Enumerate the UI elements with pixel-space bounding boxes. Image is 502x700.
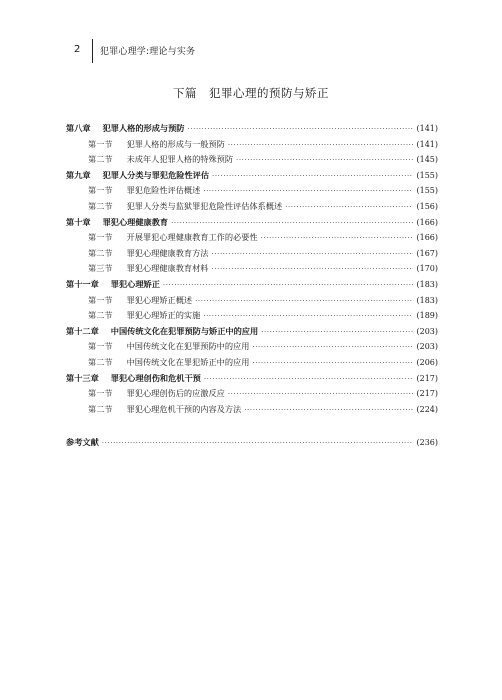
dot-leader	[204, 372, 414, 388]
dot-leader	[244, 403, 413, 419]
toc-section[interactable]	[66, 183, 438, 199]
dot-leader	[212, 169, 413, 185]
toc-page: (217)	[416, 389, 438, 399]
toc-page: (166)	[416, 233, 438, 243]
dot-leader	[236, 153, 413, 169]
toc-number: 第二节	[88, 247, 113, 258]
toc-title: 犯罪人格的形成与预防	[102, 123, 185, 133]
toc-section[interactable]	[66, 293, 438, 309]
toc-page: (141)	[416, 124, 438, 133]
toc-number: 第二节	[88, 200, 113, 211]
toc-number: 第二节	[88, 154, 113, 165]
toc-section[interactable]	[66, 230, 438, 246]
running-header	[56, 28, 436, 60]
toc-section[interactable]	[66, 137, 438, 153]
toc-section[interactable]	[66, 246, 438, 262]
dot-leader	[252, 356, 413, 372]
toc-number: 第一节	[88, 232, 113, 243]
toc-number: 第十章	[66, 216, 91, 227]
toc-number: 第十三章	[66, 372, 99, 383]
dot-leader	[285, 200, 413, 216]
toc-page: (203)	[416, 342, 438, 352]
dot-leader	[261, 231, 414, 247]
toc-page: (156)	[416, 201, 438, 211]
dot-leader	[171, 216, 413, 232]
toc-chapter-11[interactable]	[66, 277, 438, 293]
dot-leader	[211, 247, 413, 263]
toc-chapter-13[interactable]	[66, 371, 438, 387]
toc-title: 罪犯心理矫正概述	[126, 294, 193, 305]
dot-leader	[102, 436, 414, 452]
toc-title: 罪犯心理健康教育方法	[126, 247, 209, 258]
toc-number: 第一节	[88, 138, 113, 149]
toc-chapter-8[interactable]	[66, 121, 438, 137]
toc-section[interactable]	[66, 402, 438, 418]
toc-number: 第十一章	[66, 278, 99, 289]
toc-section[interactable]	[66, 261, 438, 277]
toc-page: (189)	[416, 311, 438, 321]
toc-section[interactable]	[66, 308, 438, 324]
toc-title: 罪犯心理健康教育	[102, 216, 169, 227]
toc-section[interactable]	[66, 152, 438, 168]
toc-number: 第一节	[88, 185, 113, 196]
dot-leader	[163, 278, 414, 294]
toc-title: 中国传统文化在犯罪预防中的应用	[126, 341, 250, 352]
toc-number: 第二节	[88, 310, 113, 321]
toc-page: (203)	[416, 326, 438, 336]
toc-title: 犯罪人格的形成与一般预防	[126, 138, 225, 149]
toc-title: 犯罪人分类与监狱罪犯危险性评估体系概述	[126, 200, 283, 211]
toc-page: (155)	[416, 170, 438, 180]
running-head-title: 犯罪心理学:理论与实务	[100, 47, 196, 57]
toc-number: 第二节	[88, 356, 113, 367]
toc-page: (155)	[416, 186, 438, 196]
dot-leader	[195, 294, 413, 310]
toc-title: 中国传统文化在罪犯矫正中的应用	[126, 356, 250, 367]
toc-title: 罪犯心理矫正的实施	[126, 310, 201, 321]
toc-section[interactable]	[66, 386, 438, 402]
toc-title: 罪犯心理矫正	[110, 278, 160, 289]
part-title: 下篇 犯罪心理的预防与矫正	[173, 86, 329, 100]
toc-title: 中国传统文化在犯罪预防与矫正中的应用	[110, 325, 259, 336]
toc-page: (183)	[416, 295, 438, 305]
toc-section[interactable]	[66, 199, 438, 215]
toc-page: (170)	[416, 264, 438, 274]
toc-chapter-10[interactable]	[66, 215, 438, 231]
toc-number: 第十二章	[66, 325, 99, 336]
dot-leader	[228, 387, 414, 403]
dot-leader	[203, 309, 413, 325]
toc-section[interactable]	[66, 355, 438, 371]
toc-page: (224)	[416, 404, 438, 414]
toc-page: (167)	[416, 248, 438, 258]
toc-references[interactable]	[66, 435, 438, 451]
toc-section[interactable]	[66, 339, 438, 355]
dot-leader	[187, 122, 413, 138]
toc-page: (141)	[416, 139, 438, 149]
toc-number: 第九章	[66, 169, 91, 180]
dot-leader	[203, 184, 413, 200]
toc-title: 罪犯心理健康教育材料	[126, 263, 209, 274]
toc-number: 第二节	[88, 403, 113, 414]
toc-number: 第一节	[88, 294, 113, 305]
dot-leader	[252, 340, 413, 356]
toc-title: 罪犯心理创伤和危机干预	[110, 372, 201, 383]
toc-chapter-12[interactable]	[66, 324, 438, 340]
toc-number: 第八章	[66, 123, 91, 133]
toc-page: (217)	[416, 373, 438, 383]
toc-chapter-9[interactable]	[66, 168, 438, 184]
header-divider	[92, 39, 93, 63]
toc-page: (166)	[416, 217, 438, 227]
toc-page: (206)	[416, 357, 438, 367]
toc-title: 罪犯危险性评估概述	[126, 185, 201, 196]
toc-number: 第一节	[88, 341, 113, 352]
toc-title: 犯罪人分类与罪犯危险性评估	[102, 169, 210, 180]
toc-title: 罪犯心理创伤后的应激反应	[126, 388, 225, 399]
toc-title: 开展罪犯心理健康教育工作的必要性	[126, 232, 258, 243]
dot-leader	[228, 138, 414, 154]
toc-number: 第一节	[88, 388, 113, 399]
toc-page: (236)	[416, 438, 438, 448]
page-number: 2	[74, 44, 81, 55]
toc-number: 第三节	[88, 263, 113, 274]
table-of-contents	[66, 121, 438, 451]
dot-leader	[261, 325, 413, 341]
toc-title: 罪犯心理危机干预的内容及方法	[126, 403, 242, 414]
toc-page: (183)	[416, 279, 438, 289]
toc-title: 未成年人犯罪人格的特殊预防	[126, 154, 234, 165]
dot-leader	[211, 262, 413, 278]
toc-page: (145)	[416, 155, 438, 165]
toc-title: 参考文献	[66, 437, 99, 448]
